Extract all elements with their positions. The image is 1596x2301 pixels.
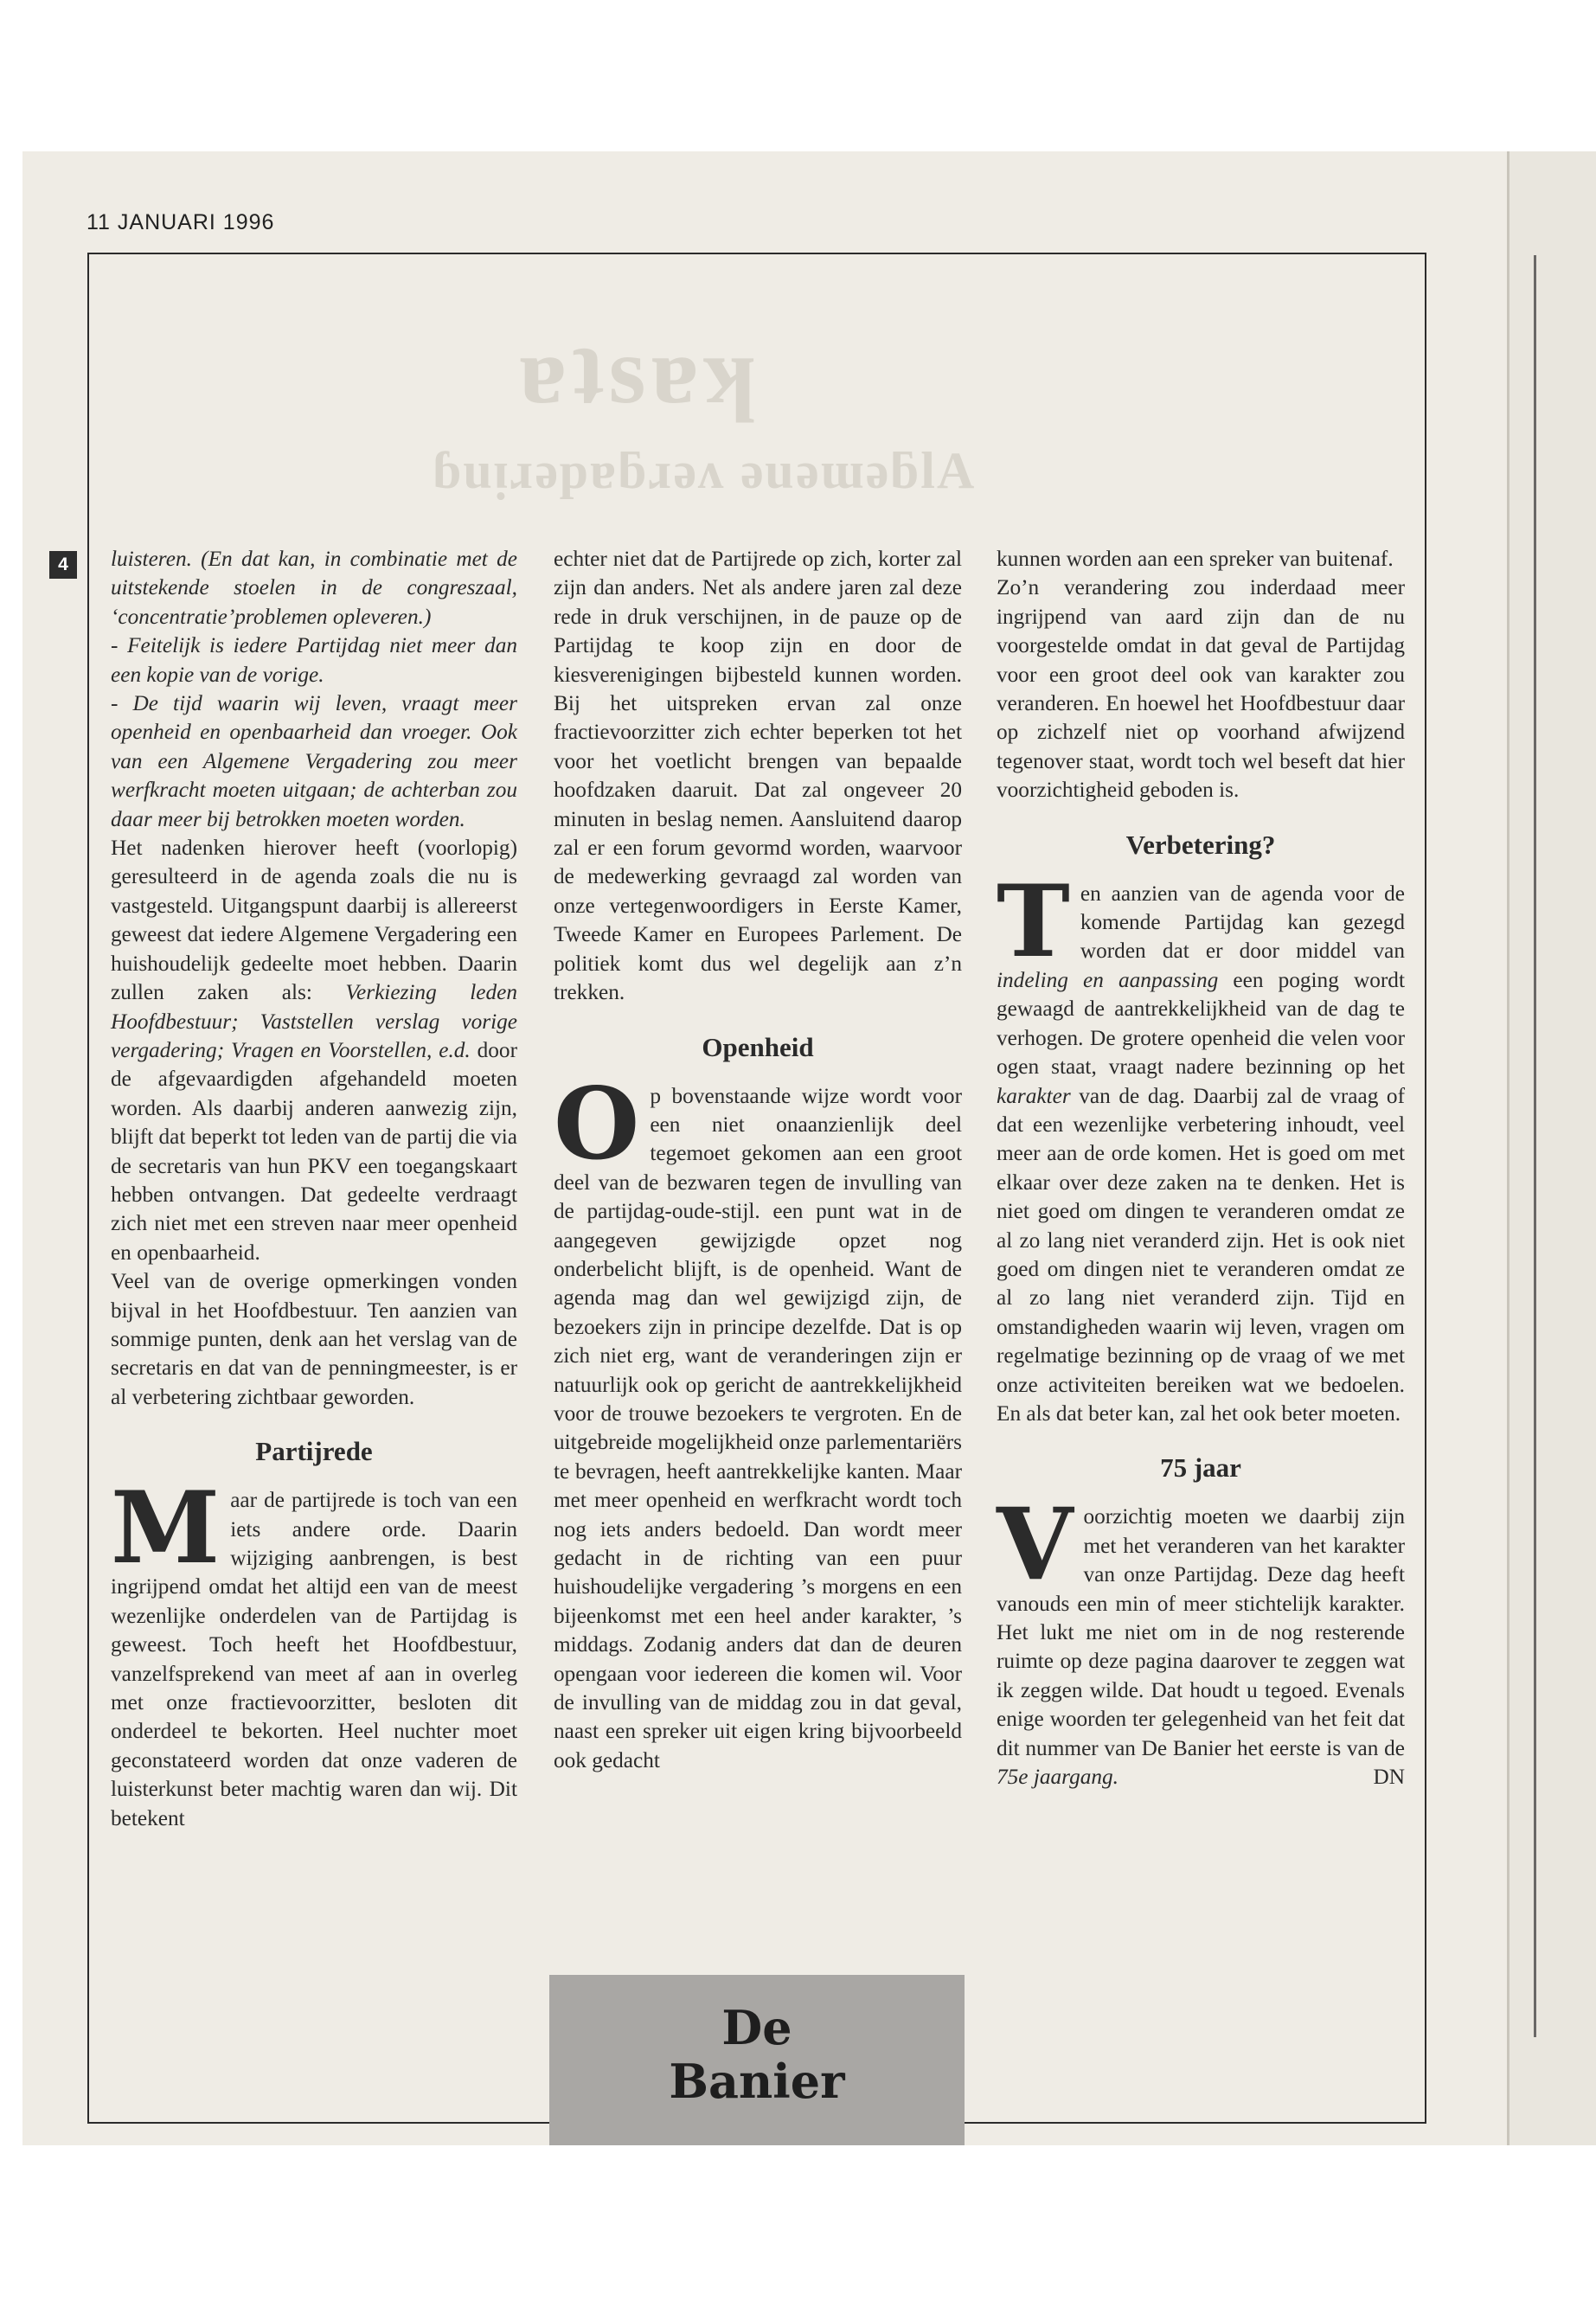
article-column-3 xyxy=(997,545,1405,1791)
paragraph: kunnen worden aan een spreker van buitenaf. xyxy=(997,547,1394,571)
issue-date: 11 JANUARI 1996 xyxy=(87,210,275,234)
section-heading: Verbetering? xyxy=(1125,829,1276,860)
column-rule xyxy=(1534,255,1536,2037)
drop-cap: O xyxy=(554,1065,640,1182)
adjacent-page-edge xyxy=(1507,151,1596,2145)
section-heading: Partijrede xyxy=(255,1436,373,1467)
paragraph: luisteren. (En dat kan, in combinatie met de uitstekende stoelen in de congreszaal, ‘concentratie’problemen opleveren.) xyxy=(111,547,517,629)
emphasis: indeling en aanpassing xyxy=(997,967,1219,992)
text-run: Het nadenken hierover heeft (voorlopig) geresulteerd in de agenda zoals die nu is vastgesteld. Uitgangspunt daarbij is allereerst geweest dat iedere Algemene Vergadering een huishoudelijk gedeelte moet hebben. Daarin zullen zaken als: xyxy=(111,836,517,1005)
section-heading: 75 jaar xyxy=(1160,1452,1241,1484)
paragraph xyxy=(111,834,517,1267)
article-column-2 xyxy=(554,545,962,1775)
paragraph: Veel van de overige opmerkingen vonden bijval in het Hoofdbestuur. Ten aanzien van sommige punten, denk aan het verslag van de secretaris en dat van de penningmeester, is er al verbetering zichtbaar geworden. xyxy=(111,1269,517,1409)
drop-cap: V xyxy=(997,1486,1074,1603)
paragraph: - Feitelijk is iedere Partijdag niet meer dan een kopie van de vorige. xyxy=(111,633,517,687)
article-column-1 xyxy=(111,545,517,1833)
masthead-line-2: Banier xyxy=(669,2054,845,2109)
paragraph xyxy=(554,1065,962,1776)
text-run: p bovenstaande wijze wordt voor een niet onaanzienlijk deel tegemoet gekomen aan een groot deel van de bezwaren tegen de invulling van de partijdag-oude-stijl. een punt wat in de aangegeven gewijzigde opzet nog onderbelicht blijft, is de openheid. Want de agenda mag dan wel gewijzigd zijn, de bezoekers zijn in principe dezelfde. Dat is op zich niet erg, want de veranderingen zijn er natuurlijk ook op gericht de aantrekkelijkheid voor de trouwe bezoekers te vergroten. En de uitgebreide mogelijkheid onze parlementariërs te bevragen, heeft aantrekkelijke kanten. Maar met meer openheid en werfkracht wordt toch nog iets anders bedoeld. Dan wordt meer gedacht in de richting van een puur huishoudelijke vergadering ’s morgens en een bijeenkomst met een heel ander karakter, ’s middags. Zodanig anders dat dan de deuren opengaan voor iedereen die komen wil. Voor de invulling van de middag zou in dat geval, naast een spreker uit eigen kring bijvoorbeeld ook gedacht xyxy=(554,1083,962,1772)
drop-cap: M xyxy=(111,1470,221,1586)
masthead-logo xyxy=(549,1975,965,2145)
text-run: een poging wordt gewaagd de aantrekkelijkheid van de dag te verhogen. De grotere openheid die velen voor ogen staat, vraagt nadere bezinning op het xyxy=(997,967,1405,1080)
section-heading: Openheid xyxy=(702,1031,814,1062)
paragraph: Zo’n verandering zou inderdaad meer ingrijpend van aard zijn dan de nu voorgestelde omdat in dat geval de Partijdag voor een groot deel ook van karakter zou veranderen. En hoewel het Hoofdbestuur daar op zichzelf niet op voorhand afwijzend tegenover staat, wordt toch wel beseft dat hier voorzichtigheid geboden is. xyxy=(997,575,1405,803)
text-run: aar de partijrede is toch van een iets andere orde. Daarin wijziging aanbrengen, is best ingrijpend omdat het altijd een van de meest wezenlijke onderdelen van de Partijdag is geweest. Toch heeft het Hoofdbestuur, vanzelfsprekend van meet af aan in overleg met onze fractievoorzitter, besloten dit onderdeel te bekorten. Heel nuchter moet geconstateerd worden dat onze vaderen de luisterkunst beter machtig waren dan wij. Dit betekent xyxy=(111,1488,517,1830)
text-run: oorzichtig moeten we daarbij zijn met het veranderen van het karakter van onze Partijdag. Deze dag heeft vanouds een min of meer stichtelijk karakter. Het lukt me niet om in de nog resterende ruimte op deze pagina daarover te zeggen wat ik zeggen wilde. Dat houdt u tegoed. Evenals enige woorden ter gelegenheid van het feit dat dit nummer van De Banier het eerste is van de xyxy=(997,1504,1405,1760)
page-number: 4 xyxy=(49,551,77,579)
text-run: door de afgevaardigden afgehandeld moeten worden. Als daarbij anderen aanwezig zijn, blijft dat beperkt tot leden van de partij die via de secretaris van hun PKV een toegangskaart hebben ontvangen. Dat gedeelte verdraagt zich niet met een streven naar meer openheid en openbaarheid. xyxy=(111,1037,517,1265)
agenda-items: Verkiezing leden Hoofdbestuur; Vaststellen verslag vorige vergadering; Vragen en Voorstellen, e.d. xyxy=(111,980,517,1062)
author-signature: DN xyxy=(1373,1765,1405,1790)
paragraph: - De tijd waarin wij leven, vraagt meer openheid en openbaarheid dan vroeger. Ook van een Algemene Vergadering zou meer werfkracht moeten uitgaan; de achterban zou daar meer bij betrokken moeten worden. xyxy=(111,691,517,831)
text-run: van de dag. Daarbij zal de vraag of dat een wezenlijke verbetering inhoudt, veel meer aan de orde komen. Het is goed om met elkaar over deze zaken na te denken. Het is niet goed om dingen te veranderen omdat ze al zo lang niet veranderd zijn. Het is ook niet goed om dingen niet te veranderen omdat ze al zo lang niet veranderd zijn. Tijd en omstandigheden waarin wij leven, vragen om regelmatige bezinning op de vraag of we met onze activiteiten bereiken wat we bedoelen. En als dat beter kan, zal het ook beter moeten. xyxy=(997,1083,1405,1426)
paragraph: echter niet dat de Partijrede op zich, korter zal zijn dan anders. Net als andere jaren zal deze rede in druk verschijnen, in de pauze op de Partijdag te koop zijn en door de kiesverenigingen bijbesteld kunnen worden. Bij het uitspreken ervan zal onze fractievoorzitter zich echter beperken tot het voor het voetlicht brengen van bepaalde hoofdzaken daaruit. Dat zal ongeveer 20 minuten in beslag nemen. Aansluitend daarop zal er een forum gevormd worden, waarvoor de medewerking gevraagd zal worden van onze vertegenwoordigers in Eerste Kamer, Tweede Kamer en Europees Parlement. De politiek komt dus wel degelijk aan z’n trekken. xyxy=(554,547,962,1005)
bleed-through-text: ɓuᴉɹǝpɐƃɹǝʌ ǝuǝɯǝƃlA xyxy=(433,442,977,499)
emphasis: karakter xyxy=(997,1083,1071,1108)
text-run: en aanzien van de agenda voor de komende Partijdag kan gezegd worden dat er door middel van xyxy=(1080,881,1405,964)
emphasis: 75e jaargang. xyxy=(997,1765,1118,1790)
bleed-through-text: ɐʇsɐʞ xyxy=(519,317,762,423)
paragraph xyxy=(111,1470,517,1833)
drop-cap: T xyxy=(997,862,1070,979)
masthead-line-1: De xyxy=(721,2000,792,2055)
paragraph xyxy=(997,1486,1405,1791)
paragraph xyxy=(997,862,1405,1429)
